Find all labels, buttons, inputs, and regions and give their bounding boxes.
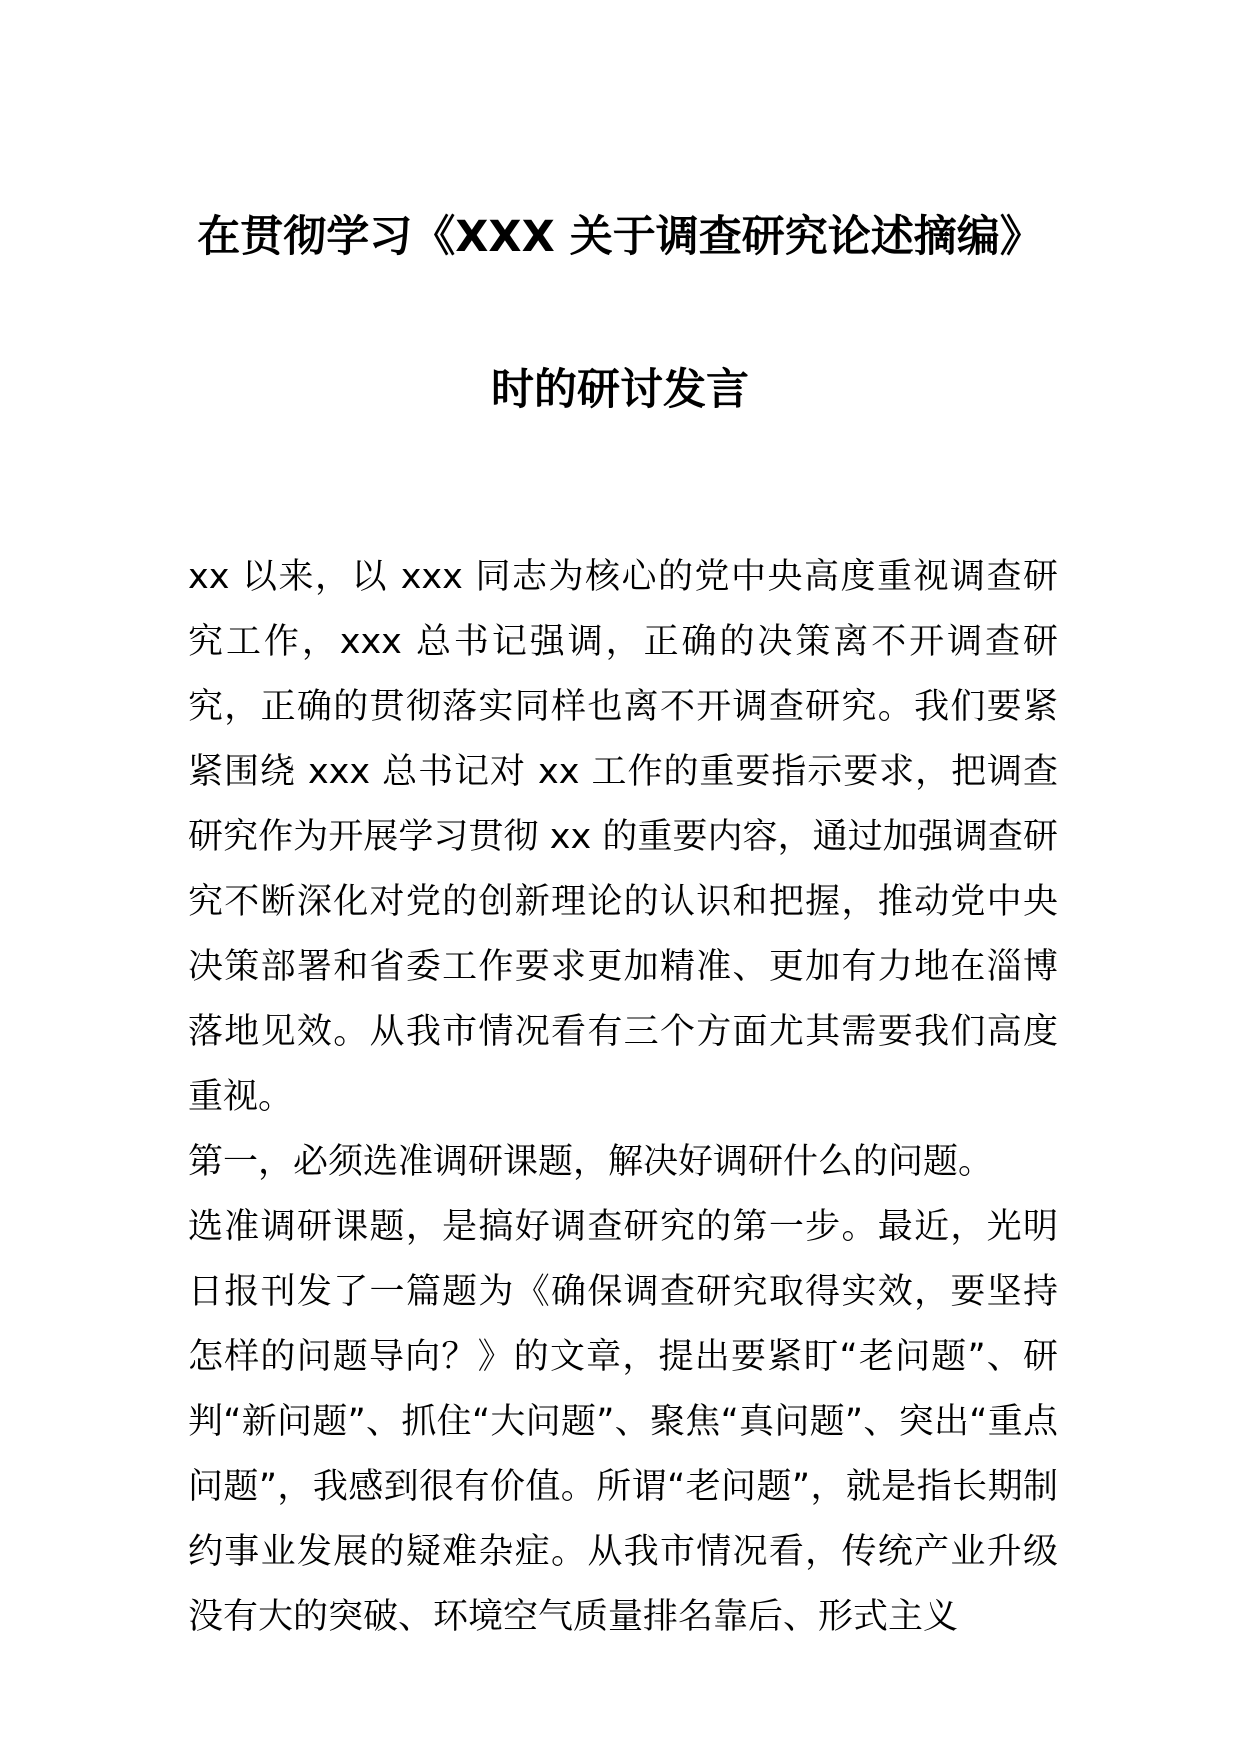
- document-title-line-2: 时的研讨发言: [491, 365, 749, 415]
- body-paragraph-intro: xx 以来，以 xxx 同志为核心的党中央高度重视调查研究工作，xxx 总书记强调，正确的决策离不开调查研究，正确的贯彻落实同样也离不开调查研究。我们要紧紧围绕 xxx 总书记对 xx 工作的重要指示要求，把调查研究作为开展学习贯彻 xx 的重要内容，通过加强调查研究不断深化对党的创新理论的认识和把握，推动党中央决策部署和省委工作要求更加精准、更加有力地在淄博落地见效。从我市情况看有三个方面尤其需要我们高度重视。: [188, 557, 1058, 1117]
- body-paragraph-topic-selection: 选准调研课题，是搞好调查研究的第一步。最近，光明日报刊发了一篇题为《确保调查研究取得实效，要坚持怎样的问题导向？》的文章，提出要紧盯“老问题”、研判“新问题”、抓住“大问题”、聚焦“真问题”、突出“重点问题”，我感到很有价值。所谓“老问题”，就是指长期制约事业发展的疑难杂症。从我市情况看，传统产业升级没有大的突破、环境空气质量排名靠后、形式主义: [188, 1207, 1058, 1637]
- document-body: [188, 545, 1058, 1650]
- document-title-line-1: 在贯彻学习《XXX 关于调查研究论述摘编》: [197, 212, 1043, 262]
- body-paragraph-point-one: 第一，必须选准调研课题，解决好调研什么的问题。: [188, 1142, 994, 1182]
